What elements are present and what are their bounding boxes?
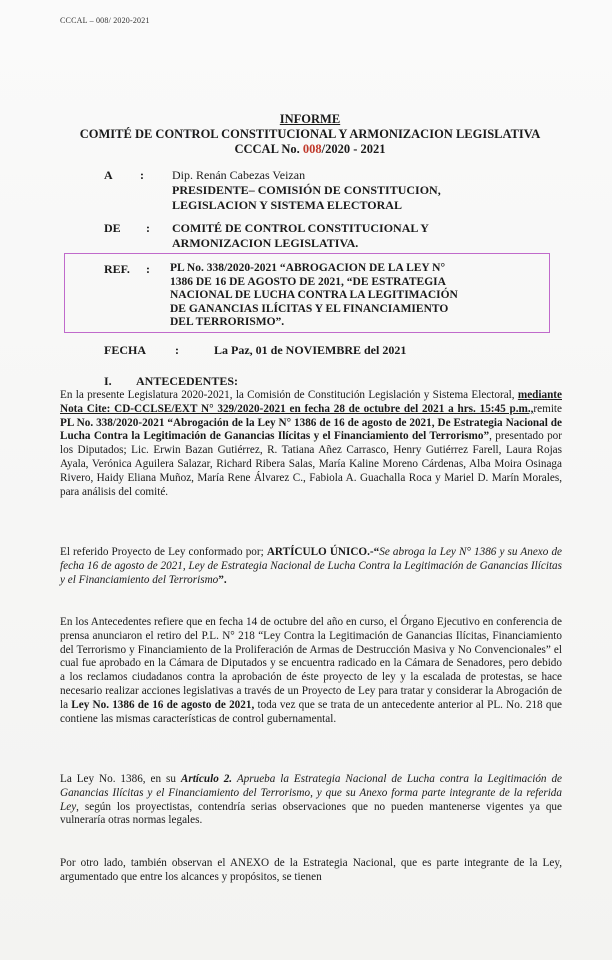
title-number-prefix: CCCAL No.	[234, 142, 303, 156]
p3-text-1: En los Antecedentes refiere que en fecha 14 de octubre del año en curso, el Órgano Ejecutivo en conferencia de prensa anunciaron el retiro del P.L. N° 218 “Ley Contra la Legitimación de Ganancias Ilícitas, Financiamiento del Terrorismo y Financiamiento de la Proliferación de Armas de Destrucción Masiva y No Convencionales” el cual fue aprobado en la Cámara de Diputados y se encuentra radicado en la Cámara de Senadores, pero debido a los reclamos ciudadanos contra la aprobación de éste proyecto de ley y la escalada de protestas, se hace necesario realizar acciones legislativas a través de un Proyecto de Ley para tratar y considerar la Abrogación de la	[60, 616, 562, 711]
p4-text-1: La Ley No. 1386, en su	[60, 773, 181, 785]
date-value: La Paz, 01 de NOVIEMBRE del 2021	[214, 343, 407, 357]
date-label: FECHA	[104, 343, 146, 357]
p1-text-3: , presentado por los Diputados; Lic. Erwin Bazan Gutiérrez, R. Tatiana Añez Carrasco, Henry Gutiérrez Farell, Laura Rojas Ayala, Verónica Aguilera Salazar, Richard Ribera Salas, María Kaline Moreno Cárdenas, Alba Moira Osinaga Rivero, Haidy Eliana Muñoz, María Rene Álvarez C., Fabiola A. Guachalla Roca y Mariel D. Marín Morales, para análisis del comité.	[60, 430, 562, 498]
ref-label: REF.	[104, 262, 130, 276]
p3-text-2: toda vez que se trata de un antecedente anterior al PL. No. 218 que contiene las mismas características de control gubernamental.	[60, 698, 563, 725]
date-colon: :	[175, 343, 179, 357]
p1-text-2: remite	[533, 402, 562, 415]
to-line2: PRESIDENTE– COMISIÓN DE CONSTITUCION,	[172, 183, 441, 197]
p2-close: ”.	[218, 573, 227, 586]
section-title: ANTECEDENTES:	[136, 374, 239, 388]
p2-article-text: Se abroga la Ley N° 1386 y su Anexo de fecha 16 de agosto de 2021, Ley de Estrategia Nacional de Lucha Contra la Legitimación de Ganancias Ilícitas y el Financiamiento del Terrorismo	[60, 546, 563, 586]
title-block	[40, 112, 580, 157]
title-number-highlight: 008	[302, 142, 322, 156]
p1-note-cite: mediante Nota Cite: CD-CCLSE/EXT N° 329/2020-2021 en fecha 28 de octubre del 2021 a hrs. 15:45 p.m.,	[60, 389, 562, 415]
section-heading	[0, 374, 612, 389]
ref-line4: DE GANANCIAS ILÍCITAS Y EL FINANCIAMIENTO	[170, 302, 449, 315]
ref-line2: 1386 DE 16 DE AGOSTO DE 2021, “DE ESTRATEGIA	[170, 275, 446, 288]
ref-line5: DEL TERRORISMO”.	[170, 316, 285, 328]
ref-colon: :	[146, 262, 150, 276]
paragraph-5	[60, 857, 562, 885]
paragraph-1	[60, 389, 562, 499]
from-line1: COMITÉ DE CONTROL CONSTITUCIONAL Y	[172, 221, 429, 235]
p2-text-1: El referido Proyecto de Ley conformado por;	[60, 546, 267, 558]
p4-article: Artículo 2.	[180, 773, 233, 785]
ref-text	[170, 262, 470, 330]
to-line3: LEGISLACION Y SISTEMA ELECTORAL	[172, 198, 402, 212]
from-line2: ARMONIZACION LEGISLATIVA.	[172, 236, 359, 250]
paragraph-4	[60, 773, 562, 828]
header-code: CCCAL – 008/ 2020-2021	[60, 16, 150, 25]
from-label: DE	[104, 221, 121, 235]
p4-text-2: , según los proyectistas, contendría serias observaciones que no pueden mantenerse vigentes ya que vulneraría otras normas legales.	[60, 800, 562, 827]
paragraph-2	[60, 546, 562, 587]
from-row	[0, 221, 612, 253]
title-number-suffix: /2020 - 2021	[321, 142, 386, 156]
title-informe: INFORME	[279, 112, 341, 126]
title-committee: COMITÉ DE CONTROL CONSTITUCIONAL Y ARMONIZACION LEGISLATIVA	[79, 127, 541, 141]
title-number	[40, 142, 580, 157]
ref-line1: PL No. 338/2020-2021 “ABROGACION DE LA LEY N°	[170, 262, 446, 274]
p2-article: ARTÍCULO ÚNICO.-“	[266, 546, 380, 558]
p1-bill-title: PL No. 338/2020-2021 “Abrogación de la Ley N° 1386 de 16 de agosto de 2021, De Estrategia Nacional de Lucha Contra la Legitimación de Ganancias Ilícitas y el Financiamiento del Terrorismo”	[60, 416, 562, 443]
to-line1: Dip. Renán Cabezas Veizan	[172, 168, 306, 182]
section-number: I.	[104, 374, 112, 388]
p4-article-text: Aprueba la Estrategia Nacional de Lucha contra la Legitimación de Ganancias Ilícitas y el Financiamiento del Terrorismo, y que su Anexo forma parte integrante de la referida Ley	[60, 773, 563, 813]
p3-law-ref: Ley No. 1386 de 16 de agosto de 2021,	[71, 698, 255, 711]
to-label: A	[104, 168, 113, 182]
p1-text-1: En la presente Legislatura 2020-2021, la Comisión de Constitución Legislación y Sistema Electoral,	[60, 389, 518, 401]
paragraph-3	[60, 616, 562, 726]
from-colon: :	[146, 221, 150, 235]
to-row	[0, 168, 612, 218]
to-colon: :	[140, 168, 144, 182]
date-row	[0, 343, 612, 358]
ref-line3: NACIONAL DE LUCHA CONTRA LA LEGITIMACIÓN	[170, 289, 458, 301]
p5-text-1: Por otro lado, también observan el ANEXO de la Estrategia Nacional, que es parte integrante de la Ley, argumentado que entre los alcances y propósitos, se tienen	[60, 857, 562, 883]
